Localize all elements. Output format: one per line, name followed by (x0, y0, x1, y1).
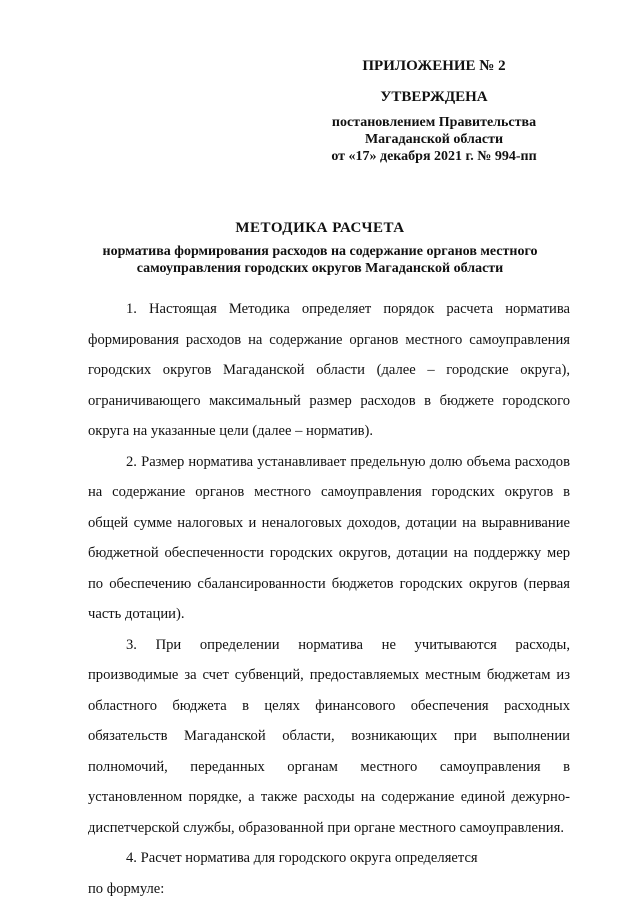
approval-line-region: Магаданской области (364, 132, 504, 147)
paragraph-1: 1. Настоящая Методика определяет порядок расчета норматива формирования расходов на содержание органов местного самоуправления городских округов Магаданской области (далее – городские округа), ограничивающего максимальный размер расходов в бюджете городского округа на указанные цели (далее – норматив). (88, 301, 570, 439)
document-title-block (60, 220, 580, 277)
approval-line-decree: постановлением Правительства (331, 115, 537, 130)
approval-line-date: от «17» декабря 2021 г. № 994-пп (331, 149, 537, 164)
formula-intro: по формуле: (88, 880, 165, 897)
paragraph-3: 3. При определении норматива не учитываются расходы, производимые за счет субвенций, предоставляемых местным бюджетам из областного бюджета в целях финансового обеспечения расходных обязательств Магаданской области, возникающих при выполнении полномочий, переданных органам местного самоуправления в установленном порядке, а также расходы на содержание единой дежурно-диспетчерской службы, образованной при органе местного самоуправления. (88, 636, 570, 836)
paragraph-2: 2. Размер норматива устанавливает предельную долю объема расходов на содержание органов местного самоуправления городских округов в общей сумме налоговых и неналоговых доходов, дотации на выравнивание бюджетной обеспеченности городских округов, дотации на поддержку мер по обеспечению сбалансированности бюджетов городских округов (первая часть дотации). (88, 453, 570, 622)
document-subtitle-line-1: норматива формирования расходов на содержание органов местного (102, 244, 538, 259)
approval-stamp: УТВЕРЖДЕНА (380, 89, 488, 105)
paragraph-4: 4. Расчет норматива для городского округа определяется (126, 850, 478, 866)
approval-header (314, 58, 554, 165)
document-title: МЕТОДИКА РАСЧЕТА (235, 220, 405, 236)
appendix-number: ПРИЛОЖЕНИЕ № 2 (362, 58, 506, 74)
document-body (88, 294, 570, 904)
document-subtitle-line-2: самоуправления городских округов Магаданской области (136, 261, 504, 276)
